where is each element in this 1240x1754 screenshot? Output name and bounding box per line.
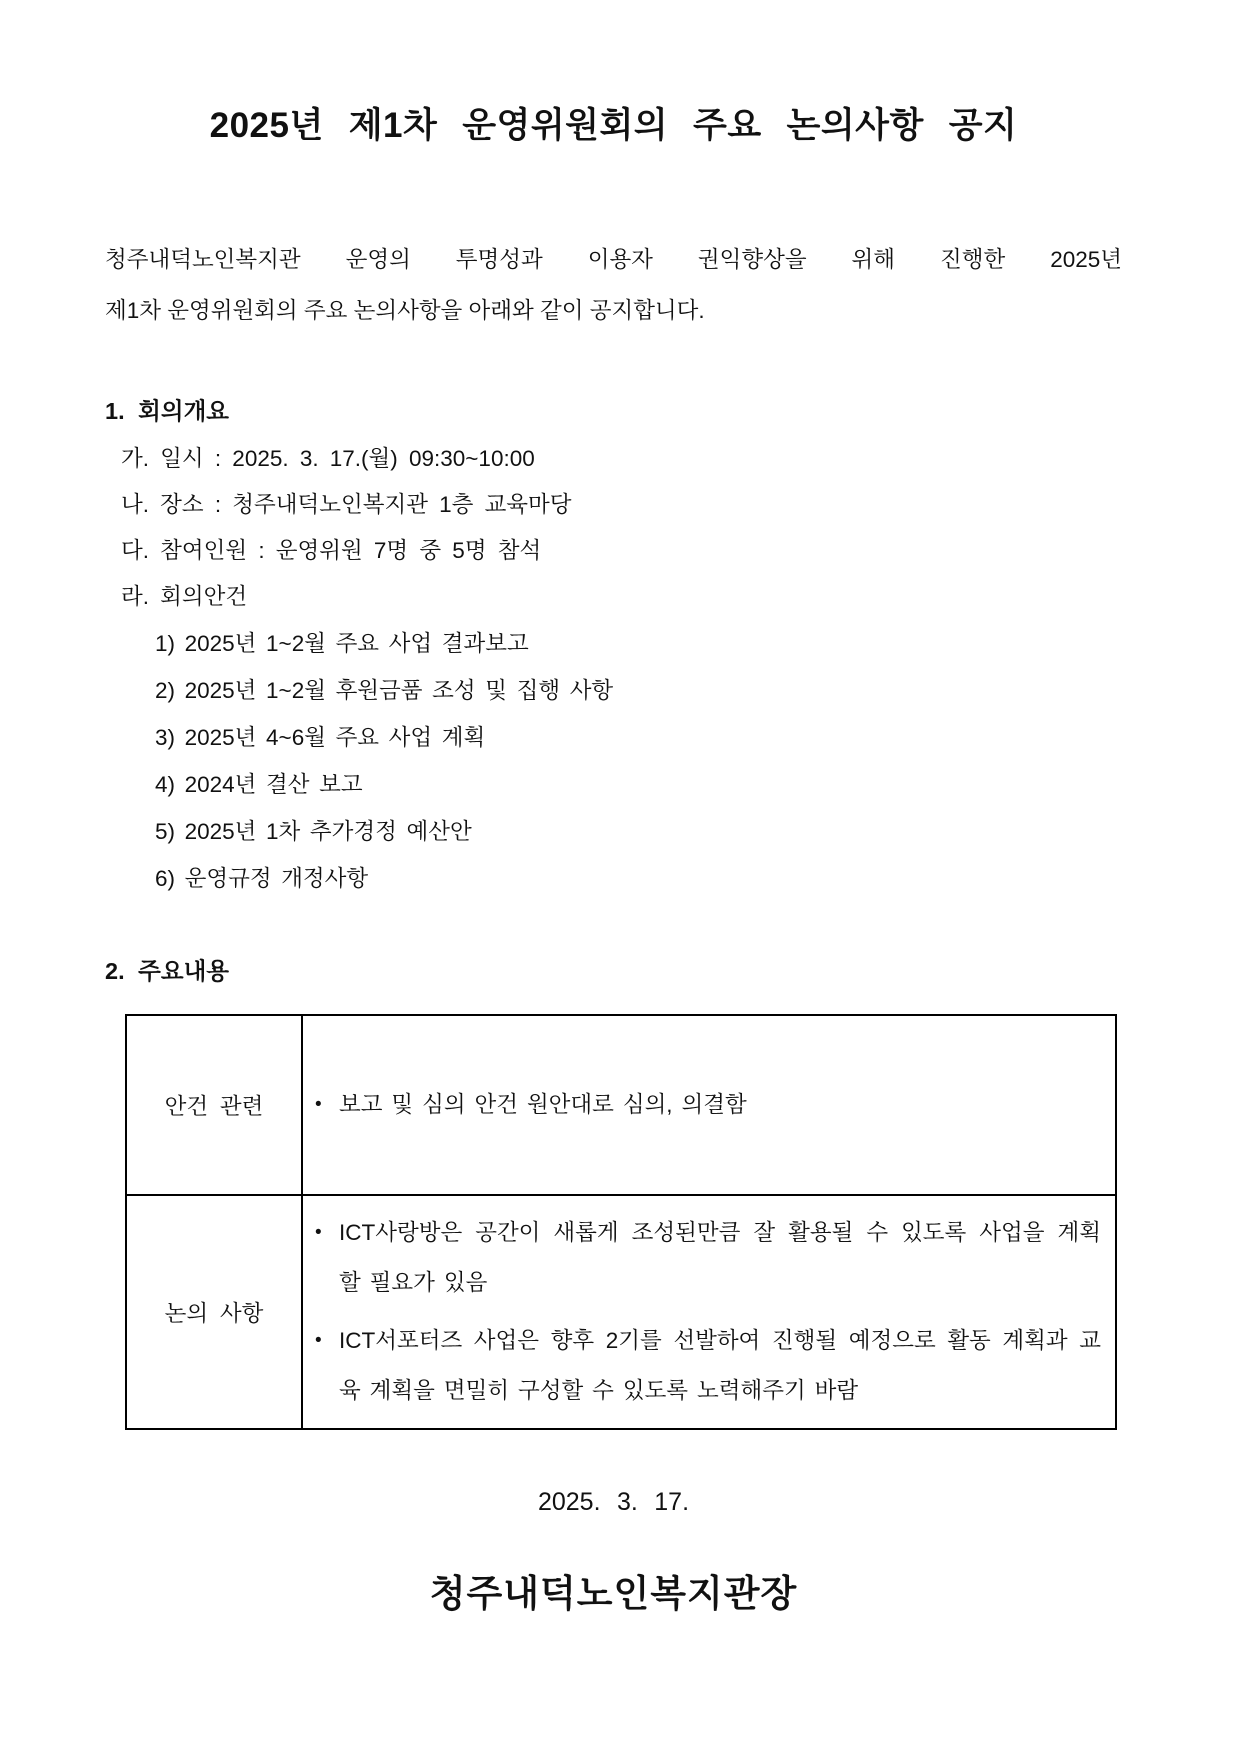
bullet-icon: • [315,1094,322,1115]
bullet-item [315,1208,1101,1308]
intro-paragraph [105,234,1122,336]
bullet-item [315,1080,1101,1130]
bullet-text [339,1316,1101,1416]
meeting-info-item: 라. 회의안건 [121,584,248,609]
bullet-text [339,1208,1101,1308]
agenda-item: 5) 2025년 1차 추가경정 예산안 [155,819,472,844]
meeting-info-item: 나. 장소 : 청주내덕노인복지관 1층 교육마당 [121,492,572,517]
meeting-info-item: 다. 참여인원 : 운영위원 7명 중 5명 참석 [121,538,542,563]
signature: 청주내덕노인복지관장 [429,1573,798,1614]
intro-line: 청주내덕노인복지관 운영의 투명성과 이용자 권익향상을 위해 진행한 2025년 [105,247,1122,272]
row-content-cell [302,1195,1116,1429]
agenda-item: 6) 운영규정 개정사항 [155,866,369,891]
meeting-info-list [105,436,1122,620]
bullet-icon: • [315,1222,322,1243]
agenda-list [105,620,1122,902]
agenda-item: 3) 2025년 4~6월 주요 사업 계획 [155,725,486,750]
meeting-info-item: 가. 일시 : 2025. 3. 17.(월) 09:30~10:00 [121,446,535,471]
agenda-item: 1) 2025년 1~2월 주요 사업 결과보고 [155,631,529,656]
row-label: 논의 사항 [126,1195,302,1429]
table-row [126,1195,1116,1429]
section2-heading: 2. 주요내용 [105,958,229,984]
bullet-icon: • [315,1330,322,1351]
document-date: 2025. 3. 17. [537,1488,690,1516]
agenda-item: 4) 2024년 결산 보고 [155,772,363,797]
bullet-line: 보고 및 심의 안건 원안대로 심의, 의결함 [339,1092,747,1117]
agenda-item: 2) 2025년 1~2월 후원금품 조성 및 집행 사항 [155,678,614,703]
summary-table [125,1014,1117,1430]
bullet-line: ICT서포터즈 사업은 향후 2기를 선발하여 진행될 예정으로 활동 계획과 교 [339,1328,1101,1353]
table-row [126,1015,1116,1195]
bullet-line: 육 계획을 면밀히 구성할 수 있도록 노력해주기 바람 [339,1378,859,1403]
section1-heading: 1. 회의개요 [105,398,229,424]
page-title: 2025년 제1차 운영위원회의 주요 논의사항 공지 [209,106,1018,145]
document-content [0,98,1240,1617]
bullet-line: 할 필요가 있음 [339,1270,488,1295]
intro-line: 제1차 운영위원회의 주요 논의사항을 아래와 같이 공지합니다. [105,298,705,323]
bullet-item [315,1316,1101,1416]
row-label: 안건 관련 [126,1015,302,1195]
row-content-cell [302,1015,1116,1195]
bullet-text [339,1080,1101,1130]
bullet-line: ICT사랑방은 공간이 새롭게 조성된만큼 잘 활용될 수 있도록 사업을 계획 [339,1220,1101,1245]
